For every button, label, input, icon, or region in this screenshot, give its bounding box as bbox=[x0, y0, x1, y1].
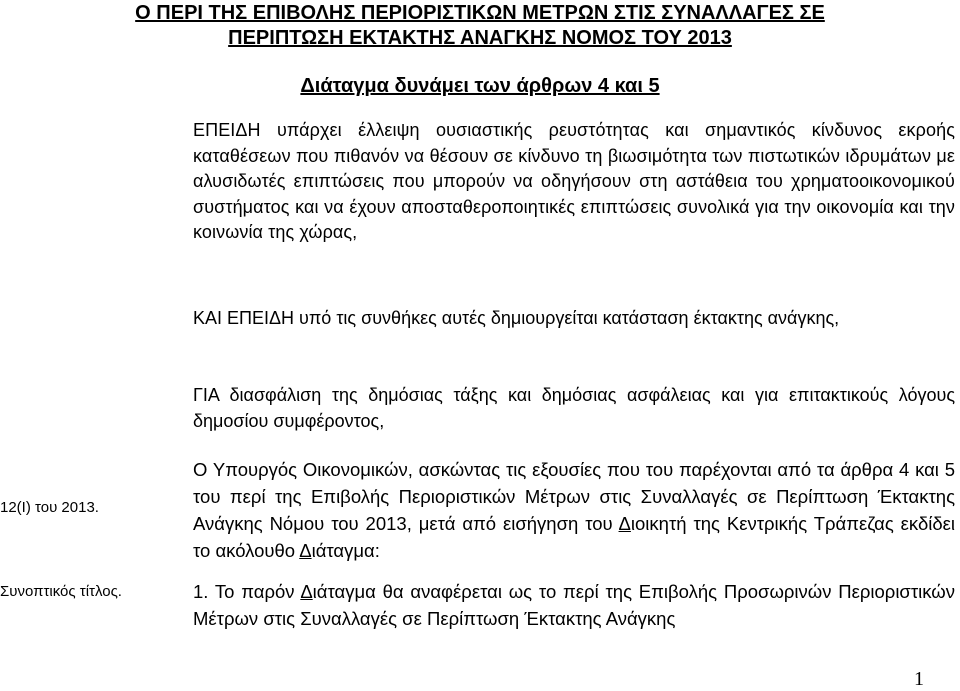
section-1-order-initial: Δ bbox=[300, 581, 313, 602]
page-number: 1 bbox=[914, 668, 924, 690]
margin-note-law-reference: 12(Ι) του 2013. bbox=[0, 499, 99, 516]
whereas-paragraph-1: ΕΠΕΙΔΗ υπάρχει έλλειψη ουσιαστικής ρευστότητας και σημαντικός κίνδυνος εκροής καταθέσεων που πιθανόν να θέσουν σε κίνδυνο τη βιωσιμότητα των πιστωτικών ιδρυμάτων με αλυσιδωτές επιπτώσεις που μπορούν να οδηγήσουν στη αστάθεια του χρηματοοικονομικού συστήματος και να έχουν αποσταθεροποιητικές επιπτώσεις συνολικά για την οικονομία και την κοινωνία της χώρας, bbox=[193, 120, 955, 242]
governor-initial: Δ bbox=[618, 513, 631, 534]
order-text: ιάταγμα: bbox=[311, 540, 380, 561]
purpose-paragraph: ΓΙΑ διασφάλιση της δημόσιας τάξης και δημόσιας ασφάλειας και για επιτακτικούς λόγους δημοσίου συμφέροντος, bbox=[193, 385, 955, 431]
order-initial: Δ bbox=[299, 540, 312, 561]
section-1-text: ιάταγμα θα αναφέρεται ως το περί της Επιβολής Προσωρινών Περιοριστικών Μέτρων στις Συναλλαγές σε Περίπτωση Έκτακτης Ανάγκης bbox=[193, 581, 955, 629]
minister-text: Ο Υπουργός Οικονομικών, ασκώντας τις εξουσίες που του παρέχονται από τα άρθρα 4 και 5 του περί της Επιβολής Περιοριστικών Μέτρων στις Συναλλαγές σε Περίπτωση Έκτακτης Ανάγκης Νόμου του 2013, μετά από εισήγηση του bbox=[193, 459, 955, 534]
governor-text: ιοικητή της Κεντρικής Τράπεζας εκδίδει το ακόλουθο bbox=[193, 513, 956, 561]
order-heading: Διάταγμα δυνάμει των άρθρων 4 και 5 bbox=[300, 75, 660, 97]
section-1-paragraph bbox=[193, 578, 955, 632]
minister-paragraph bbox=[193, 456, 955, 564]
document-title-line-2: ΠΕΡΙΠΤΩΣΗ ΕΚΤΑΚΤΗΣ ΑΝΑΓΚΗΣ ΝΟΜΟΣ ΤΟΥ 2013 bbox=[228, 27, 732, 49]
document-title-line-1: Ο ΠΕΡΙ ΤΗΣ ΕΠΙΒΟΛΗΣ ΠΕΡΙΟΡΙΣΤΙΚΩΝ ΜΕΤΡΩΝ ΣΤΙΣ ΣΥΝΑΛΛΑΓΕΣ ΣΕ bbox=[135, 2, 825, 24]
section-1-lead: 1. Το παρόν bbox=[193, 581, 301, 602]
whereas-paragraph-2: ΚΑΙ ΕΠΕΙΔΗ υπό τις συνθήκες αυτές δημιουργείται κατάσταση έκτακτης ανάγκης, bbox=[193, 308, 840, 328]
margin-note-short-title: Συνοπτικός τίτλος. bbox=[0, 583, 122, 600]
